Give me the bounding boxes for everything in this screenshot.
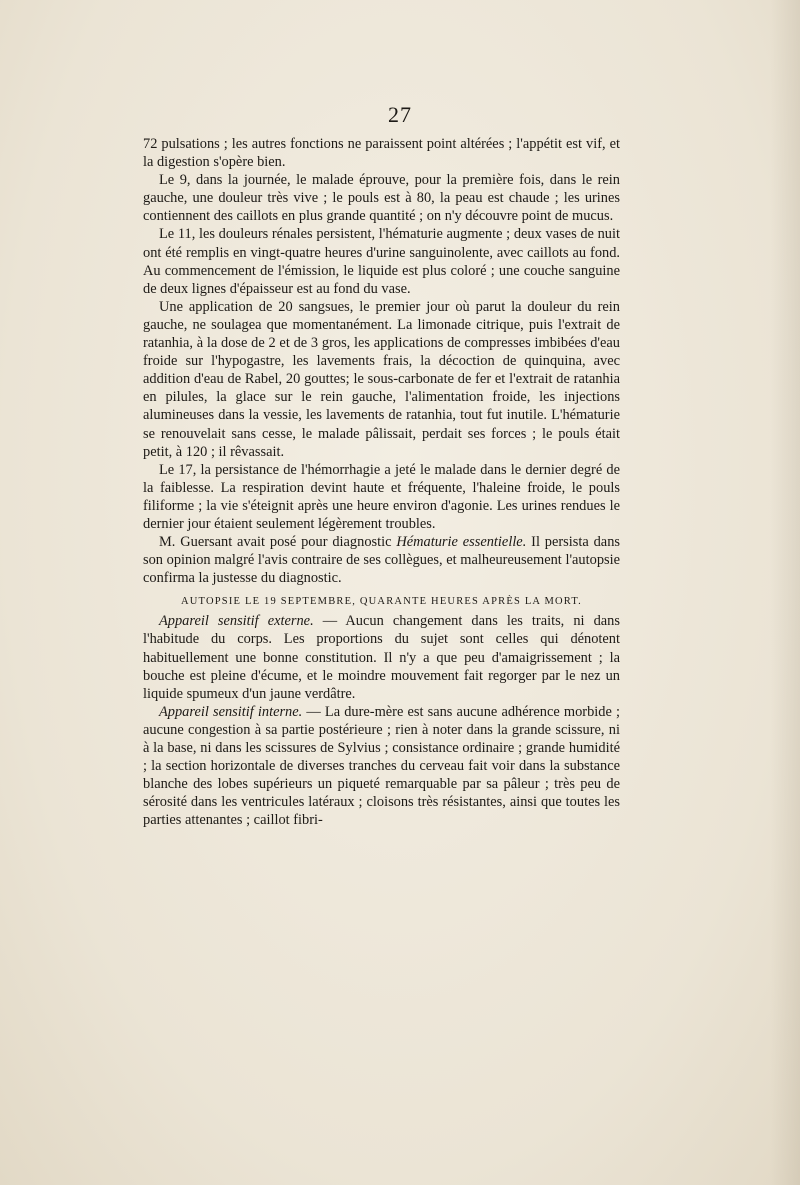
subsection-lead: Appareil sensitif externe. bbox=[159, 613, 314, 630]
paragraph-text: Il persista dans son opinion malgré l'avis contraire de ses collègues, et malheureusement l'autopsie confirma la justesse du diagnostic. bbox=[143, 534, 620, 587]
paragraph: Le 9, dans la journée, le malade éprouve, pour la première fois, dans le rein gauche, une douleur très vive ; le pouls est à 80, la peau est chaude ; les urines contiennent des caillots en plus grande quantité ; on n'y découvre point de mucus. bbox=[143, 172, 620, 225]
paragraph: Le 17, la persistance de l'hémorrhagie a jeté le malade dans le dernier degré de la faiblesse. La respiration devint haute et fréquente, l'haleine froide, le pouls filiforme ; la vie s'éteignit après une heure environ d'agonie. Les urines rendues le dernier jour étaient seulement légèrement troubles. bbox=[143, 461, 620, 532]
paragraph bbox=[143, 703, 620, 830]
paragraph-text: — Aucun changement dans les traits, ni dans l'habitude du corps. Les proportions du sujet sont celles qui dénotent habituellement une bonne constitution. Il n'y a que peu d'amaigrissement ; la bouche est pleine d'écume, et le moindre mouvement fait regorger par le nez un liquide spumeux d'un jaune verdâtre. bbox=[143, 613, 620, 702]
paragraph bbox=[143, 533, 620, 587]
body-text bbox=[143, 135, 620, 829]
page-edge-shadow bbox=[770, 0, 800, 1185]
diagnosis-emphasis: Hématurie essentielle. bbox=[396, 534, 527, 551]
paragraph: Le 11, les douleurs rénales persistent, l'hématurie augmente ; deux vases de nuit ont été remplis en vingt-quatre heures d'urine sanguinolente, avec caillots au fond. Au commencement de l'émission, le liquide est plus coloré ; une couche sanguine de deux lignes d'épaisseur est au fond du vase. bbox=[143, 226, 620, 297]
paragraph-text: — La dure-mère est sans aucune adhérence morbide ; aucune congestion à sa partie postérieure ; rien à noter dans la grande scissure, ni à la base, ni dans les scissures de Sylvius ; consistance ordinaire ; grande humidité ; la section horizontale de diverses tranches du cerveau fait voir dans la substance blanche des lobes supérieurs un piqueté remarquable par sa pâleur ; très peu de sérosité dans les ventricules latéraux ; cloisons très résistantes, ainsi que toutes les parties attenantes ; caillot fibri- bbox=[143, 703, 620, 829]
section-heading: AUTOPSIE LE 19 SEPTEMBRE, QUARANTE HEURES APRÈS LA MORT. bbox=[180, 596, 583, 608]
subsection-lead: Appareil sensitif interne. bbox=[159, 703, 303, 720]
page-number: 27 bbox=[388, 102, 412, 127]
paragraph: Une application de 20 sangsues, le premier jour où parut la douleur du rein gauche, ne soulagea que momentanément. La limonade citrique, puis l'extrait de ratanhia, à la dose de 2 et de 3 gros, les applications de compresses imbibées d'eau froide sur l'hypogastre, les lavements frais, la décoction de quinquina, avec addition d'eau de Rabel, 20 gouttes; le sous-carbonate de fer et l'extrait de ratanhia en pilules, la glace sur le rein gauche, l'alimentation froide, les injections alumineuses dans la vessie, les lavements de ratanhia, tout fut inutile. L'hématurie se renouvelait sans cesse, le malade pâlissait, perdait ses forces ; le pouls était petit, à 120 ; il rêvassait. bbox=[143, 298, 620, 460]
paragraph: 72 pulsations ; les autres fonctions ne paraissent point altérées ; l'appétit est vif, et la digestion s'opère bien. bbox=[143, 136, 620, 171]
paragraph-text: M. Guersant avait posé pour diagnostic bbox=[159, 534, 397, 551]
paragraph bbox=[143, 612, 620, 702]
